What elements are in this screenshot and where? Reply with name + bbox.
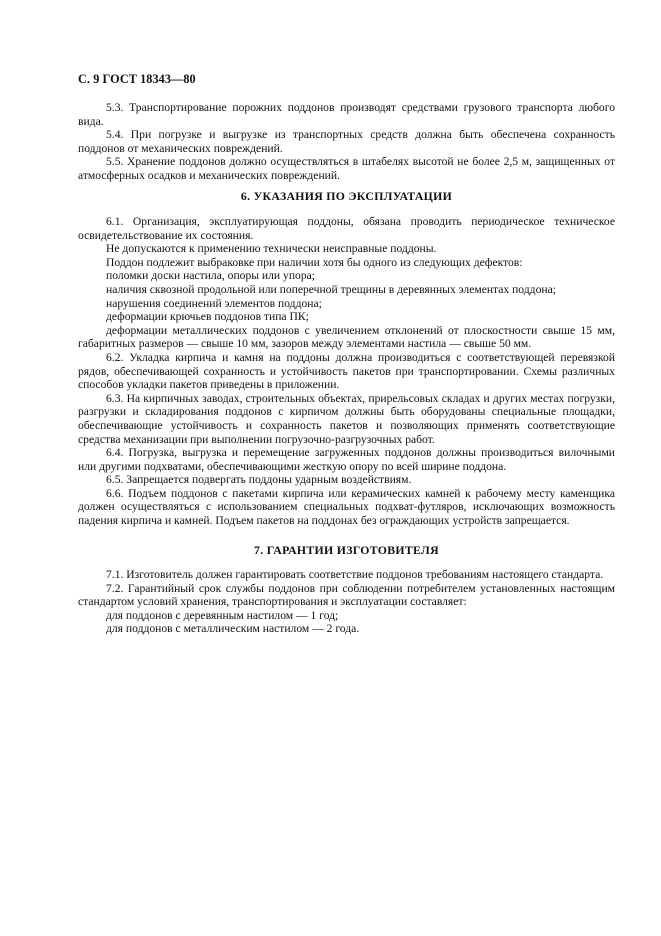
paragraph-7-2: 7.2. Гарантийный срок службы поддонов при соблюдении потребителем установленных настоящим стандартом условий хранения, транспортирования и эксплуатации составляет: bbox=[78, 581, 615, 609]
section-7-heading: 7. ГАРАНТИИ ИЗГОТОВИТЕЛЯ bbox=[254, 543, 439, 557]
defect-item: деформации металлических поддонов с увеличением отклонений от плоскостности свыше 15 мм, габаритных размеров — свыше 10 мм, зазоров между элементами настила — свыше 50 мм. bbox=[78, 323, 615, 351]
paragraph-6-6: 6.6. Подъем поддонов с пакетами кирпича или керамических камней к рабочему месту каменщика должен осуществляться с использованием специальных подхват-футляров, исключающих возможность падения кирпича и камней. Подъем пакетов на поддонах без ограждающих устройств запрещается. bbox=[78, 486, 615, 528]
warranty-item-wood: для поддонов с деревянным настилом — 1 год; bbox=[106, 608, 339, 622]
paragraph-5-5: 5.5. Хранение поддонов должно осуществляться в штабелях высотой не более 2,5 м, защищенных от атмосферных осадков и механических повреждений. bbox=[78, 155, 615, 182]
paragraph-5-4: 5.4. При погрузке и выгрузке из транспортных средств должна быть обеспечена сохранность поддонов от механических повреждений. bbox=[78, 128, 615, 155]
paragraph-5-3: 5.3. Транспортирование порожних поддонов производят средствами грузового транспорта любого вида. bbox=[78, 101, 615, 128]
page-header: С. 9 ГОСТ 18343—80 bbox=[78, 72, 196, 86]
paragraph-6-5: 6.5. Запрещается подвергать поддоны ударным воздействиям. bbox=[106, 473, 412, 487]
defect-item: наличия сквозной продольной или поперечной трещины в деревянных элементах поддона; bbox=[106, 282, 556, 296]
defect-item: деформации крючьев поддонов типа ПК; bbox=[106, 310, 309, 324]
paragraph-6-1-rejection: Поддон подлежит выбраковке при наличии хотя бы одного из следующих дефектов: bbox=[106, 255, 523, 269]
paragraph-6-3: 6.3. На кирпичных заводах, строительных объектах, прирельсовых складах и других местах погрузки, разгрузки и складирования поддонов с кирпичом должны быть оборудованы специальные площадки, обеспечивающие устойчивость и сохранность пакетов и позволяющих применять соответствующие средства механизации при выполнении погрузочно-разгрузочных работ. bbox=[78, 391, 615, 446]
section-6-heading: 6. УКАЗАНИЯ ПО ЭКСПЛУАТАЦИИ bbox=[240, 189, 453, 203]
paragraph-6-1: 6.1. Организация, эксплуатирующая поддоны, обязана проводить периодическое техническое освидетельствование их состояния. bbox=[78, 215, 615, 242]
paragraph-6-1-not-allowed: Не допускаются к применению технически неисправные поддоны. bbox=[106, 242, 437, 256]
defect-item: нарушения соединений элементов поддона; bbox=[106, 296, 322, 310]
paragraph-7-1: 7.1. Изготовитель должен гарантировать соответствие поддонов требованиям настоящего стандарта. bbox=[106, 568, 604, 581]
section-6-body bbox=[78, 215, 615, 528]
paragraph-6-2: 6.2. Укладка кирпича и камня на поддоны должна производиться с соответствующей перевязкой рядов, обеспечивающей сохранность и устойчивость пакетов при транспортировании. Схемы различных способов укладки пакетов приведены в приложении. bbox=[78, 350, 615, 392]
section-7-body bbox=[78, 568, 615, 636]
storage-transport-block bbox=[78, 101, 615, 183]
paragraph-6-4: 6.4. Погрузка, выгрузка и перемещение загруженных поддонов должны производиться вилочными или другими подхватами, обеспечивающими жесткую опору по всей ширине поддона. bbox=[78, 446, 615, 473]
warranty-item-metal: для поддонов с металлическим настилом — 2 года. bbox=[106, 622, 360, 636]
defect-item: поломки доски настила, опоры или упора; bbox=[106, 269, 315, 283]
